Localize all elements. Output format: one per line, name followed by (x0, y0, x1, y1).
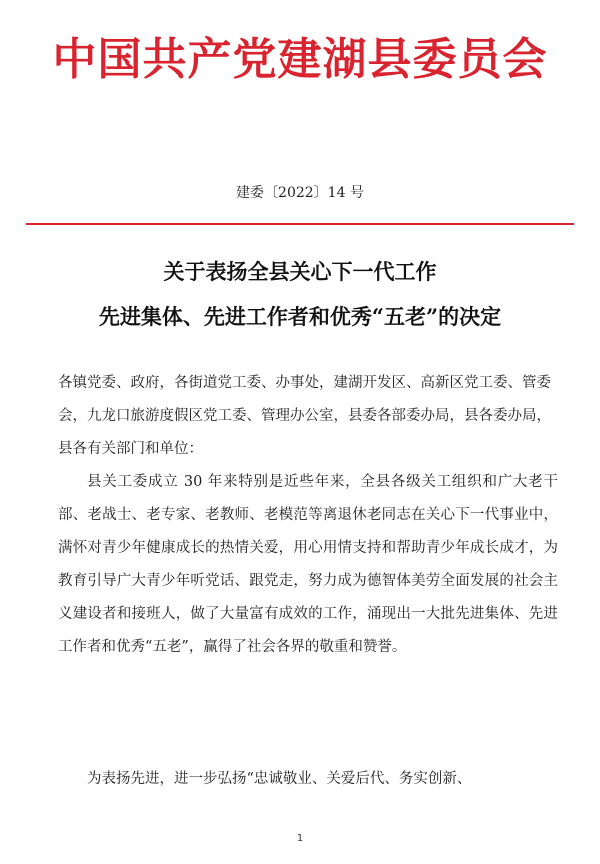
title-line-1: 关于表扬全县关心下一代工作 (163, 259, 437, 284)
red-divider-line (26, 223, 574, 225)
body-paragraph-2: 为表扬先进，进一步弘扬“忠诚敬业、关爱后代、务实创新、 (87, 771, 472, 787)
issuer-masthead: 中国共产党建湖县委员会 (52, 34, 548, 85)
document-number: 建委〔2022〕14 号 (236, 185, 364, 201)
body-paragraph-1: 县关工委成立 30 年来特别是近些年来，全县各级关工组织和广大老干部、老战士、老专家、老教师、老模范等离退休老同志在关心下一代事业中，满怀对青少年健康成长的热情关爱，用心用情支持和帮助青少年成长成才，为教育引导广大青少年听党话、跟党走，努力成为德智体美劳全面发展的社会主义建设者和接班人，做了大量富有成效的工作，涌现出一大批先进集体、先进工作者和优秀“五老”，赢得了社会各界的敬重和赞誉。 (58, 474, 558, 655)
page-number: 1 (296, 833, 304, 844)
title-line-2: 先进集体、先进工作者和优秀“五老”的决定 (98, 304, 502, 329)
recipients-paragraph: 各镇党委、政府，各街道党工委、办事处，建湖开发区、高新区党工委、管委会，九龙口旅游度假区党工委、管理办公室，县委各部委办局，县各委办局，县各有关部门和单位： (58, 375, 551, 457)
